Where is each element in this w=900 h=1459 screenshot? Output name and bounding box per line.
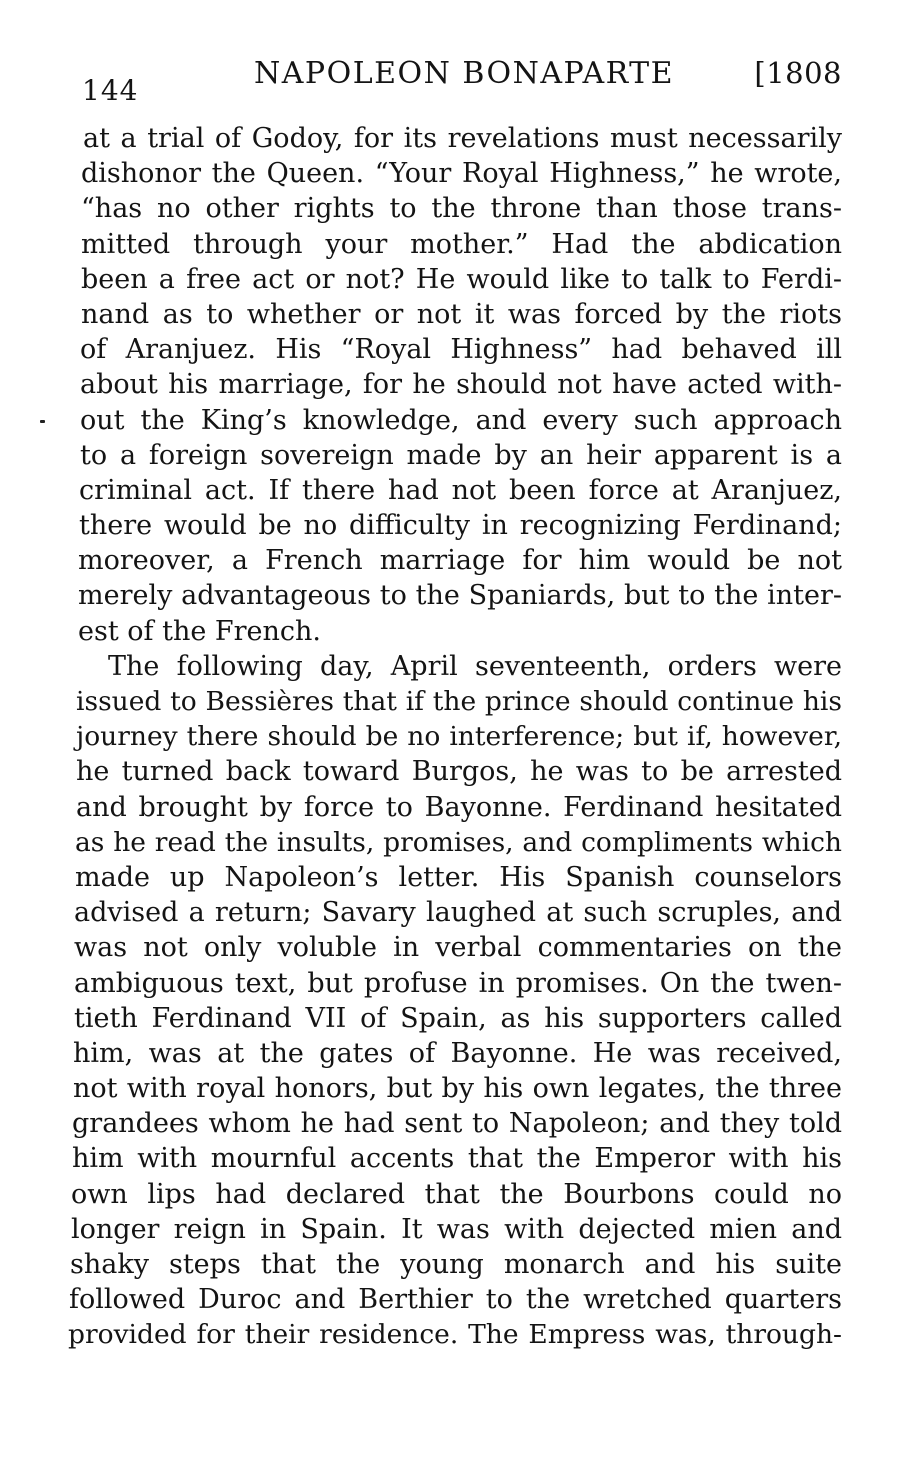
text-line: there would be no difficulty in recognizing Ferdinand; [79,510,842,542]
text-line: ambiguous text, but profuse in promises. On the twen- [74,967,842,999]
text-line: mitted through your mother.” Had the abdication [81,228,842,260]
text-line: him with mournful accents that the Emperor with his [72,1143,842,1175]
body-text [66,121,842,1353]
text-line: The following day, April seventeenth, orders were [108,650,842,682]
margin-mark [40,420,45,423]
text-line: to a foreign sovereign made by an heir apparent is a [80,439,842,471]
text-line: of Aranjuez. His “Royal Highness” had behaved ill [80,334,842,366]
running-title: NAPOLEON BONAPARTE [254,56,675,91]
text-line: shaky steps that the young monarch and his suite [70,1249,842,1280]
text-line: dishonor the Queen. “Your Royal Highness,” he wrote, [81,158,842,190]
text-line: he turned back toward Burgos, he was to be arrested [76,756,842,788]
text-line: tieth Ferdinand VII of Spain, as his supporters called [74,1002,842,1034]
text-line: own lips had declared that the Bourbons could no [71,1178,842,1210]
text-line: est of the French. [78,615,321,647]
text-line: about his marriage, for he should not have acted with- [80,369,842,401]
text-line: provided for their residence. The Empress was, through- [68,1319,842,1351]
text-line: and brought by force to Bayonne. Ferdinand hesitated [76,791,842,823]
text-line: followed Duroc and Berthier to the wretched quarters [69,1284,842,1316]
text-line: journey there should be no interference; but if, however, [76,721,842,753]
text-line: was not only voluble in verbal commentaries on the [74,932,842,964]
text-line: made up Napoleon’s letter. His Spanish counselors [75,861,842,893]
text-line: longer reign in Spain. It was with dejected mien and [71,1213,842,1245]
text-line: at a trial of Godoy, for its revelations must necessarily [83,123,842,154]
text-line: not with royal honors, but by his own legates, the three [73,1073,842,1105]
text-line: him, was at the gates of Bayonne. He was received, [73,1037,842,1069]
text-line: issued to Bessières that if the prince should continue his [76,686,842,717]
text-line: moreover, a French marriage for him would be not [78,545,842,577]
text-line: merely advantageous to the Spaniards, but to the inter- [78,580,842,612]
text-line: been a free act or not? He would like to talk to Ferdi- [81,263,842,295]
text-line: out the King’s knowledge, and every such approach [80,404,842,436]
text-line: “has no other rights to the throne than those trans- [81,193,842,225]
page-number: 144 [82,74,139,107]
text-line: nand as to whether or not it was forced by the riots [81,298,842,330]
text-line: criminal act. If there had not been force at Aranjuez, [79,474,842,506]
text-line: grandees whom he had sent to Napoleon; and they told [72,1108,842,1140]
text-line: advised a return; Savary laughed at such scruples, and [74,897,842,929]
header-year: [1808 [754,56,842,90]
page-header [82,52,842,107]
text-line: as he read the insults, promises, and compliments which [75,826,842,858]
